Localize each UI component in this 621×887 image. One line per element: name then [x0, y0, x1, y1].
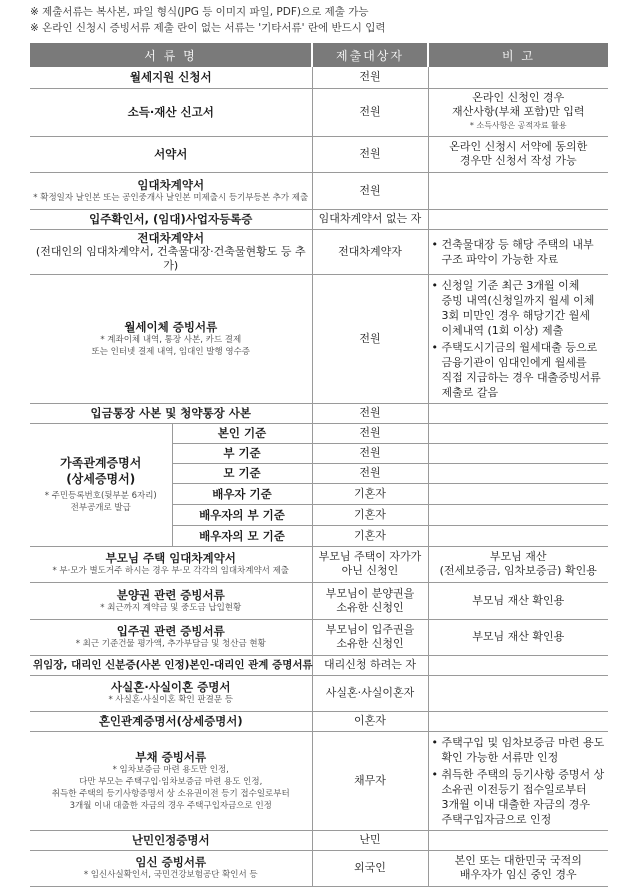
- doc-target: 전원: [312, 443, 428, 463]
- table-row: [30, 136, 608, 172]
- doc-sub: * 계좌이체 내역, 통장 사본, 카드 결제 또는 인터넷 결제 내역, 임대인 발행 영수증: [91, 334, 250, 357]
- doc-name-cell: [30, 619, 312, 655]
- family-item-label: 배우자의 부 기준: [172, 504, 312, 525]
- table-row: [30, 67, 608, 88]
- doc-name: 입금통장 사본 및 청약통장 사본: [30, 403, 312, 423]
- doc-target: 부모님이 입주권을 소유한 신청인: [312, 619, 428, 655]
- doc-note: 부모님 재산 확인용: [428, 582, 608, 619]
- doc-target: 기혼자: [312, 483, 428, 504]
- doc-name-cell: [30, 172, 312, 209]
- doc-target: 부모님 주택이 자가가 아닌 신청인: [312, 546, 428, 582]
- table-row: [30, 274, 608, 403]
- doc-note: [428, 483, 608, 504]
- doc-sub: (전대인의 임대차계약서, 건축물대장·건축물현황도 등 추가): [35, 244, 306, 272]
- doc-target: 전원: [312, 67, 428, 88]
- table-header-row: [30, 43, 608, 67]
- doc-note-item: • 취득한 주택의 등기사항 증명서 상 소유권 이전등기 접수일로부터 3개월 이내 대출한 자금의 경우 주택구입자금으로 인정: [432, 767, 606, 827]
- doc-name: 혼인관계증명서(상세증명서): [30, 711, 312, 731]
- table-row: [30, 403, 608, 423]
- doc-name: 난민인정증명서: [30, 830, 312, 850]
- doc-note: 본인 또는 대한민국 국적의 배우자가 임신 중인 경우: [428, 850, 608, 886]
- doc-note: [428, 403, 608, 423]
- doc-note: [428, 172, 608, 209]
- doc-name-cell: [30, 546, 312, 582]
- note-line: ※ 제출서류는 복사본, 파일 형식(JPG 등 이미지 파일, PDF)으로 제출 가능: [30, 6, 369, 18]
- table-row: [30, 546, 608, 582]
- doc-target: 전원: [312, 274, 428, 403]
- doc-name: 월세지원 신청서: [30, 67, 312, 88]
- table-row: [30, 209, 608, 229]
- doc-name-cell: [30, 675, 312, 711]
- table-row: [30, 88, 608, 136]
- doc-name: 입주권 관련 증빙서류: [116, 624, 225, 638]
- header-target: 제출대상자: [312, 43, 428, 67]
- doc-note: 부모님 재산 확인용: [428, 619, 608, 655]
- doc-target: 대리신청 하려는 자: [312, 655, 428, 675]
- doc-name: 부모님 주택 임대차계약서: [105, 551, 236, 565]
- doc-note-item: • 건축물대장 등 해당 주택의 내부 구조 파악이 가능한 자료: [432, 237, 606, 267]
- doc-sub: * 사실혼·사실이혼 확인 판결문 등: [108, 695, 233, 705]
- doc-target: 전원: [312, 403, 428, 423]
- doc-name: 임대차계약서: [137, 177, 205, 192]
- doc-note: [428, 463, 608, 483]
- doc-target: 전원: [312, 463, 428, 483]
- doc-name-cell: [30, 274, 312, 403]
- doc-target: 전원: [312, 136, 428, 172]
- doc-note-item: • 주택도시기금의 월세대출 등으로 금융기관이 임대인에게 월세를 직접 지급하는 경우 대출증빙서류 제출로 갈음: [432, 340, 606, 400]
- doc-name: 소득·재산 신고서: [30, 88, 312, 136]
- table-row: [30, 423, 608, 443]
- table-row: [30, 675, 608, 711]
- doc-note: [428, 525, 608, 546]
- family-item-label: 배우자 기준: [172, 483, 312, 504]
- notes: [0, 0, 621, 36]
- table-row: [30, 229, 608, 274]
- doc-name-cell: [30, 423, 172, 546]
- doc-sub: * 확정일자 날인본 또는 공인중개사 날인본 미제출시 등기부등본 추가 제출: [33, 192, 309, 203]
- doc-note: [428, 67, 608, 88]
- table-row: [30, 830, 608, 850]
- doc-target: 전대차계약자: [312, 229, 428, 274]
- doc-note: [428, 504, 608, 525]
- doc-name-cell: [30, 229, 312, 274]
- doc-target: 전원: [312, 423, 428, 443]
- doc-note: [428, 88, 608, 136]
- doc-target: 이혼자: [312, 711, 428, 731]
- doc-target: 외국인: [312, 850, 428, 886]
- family-item-label: 모 기준: [172, 463, 312, 483]
- table-row: [30, 731, 608, 830]
- doc-note-text: 온라인 신청인 경우 재산사항(부채 포함)만 입력: [452, 91, 585, 118]
- doc-sub: * 부·모가 별도거주 하시는 경우 부·모 각각의 임대차계약서 제출: [52, 566, 290, 576]
- doc-note: [428, 830, 608, 850]
- table-row: [30, 172, 608, 209]
- doc-target: 전원: [312, 88, 428, 136]
- doc-note: [428, 443, 608, 463]
- doc-sub: * 임신사실확인서, 국민건강보험공단 확인서 등: [83, 870, 258, 880]
- note-line: ※ 온라인 신청시 증빙서류 제출 란이 없는 서류는 '기타서류' 란에 반드시 입력: [30, 22, 386, 34]
- doc-note: 온라인 신청시 서약에 동의한 경우만 신청서 작성 가능: [428, 136, 608, 172]
- doc-target: 난민: [312, 830, 428, 850]
- doc-target: 기혼자: [312, 504, 428, 525]
- doc-name: 위임장, 대리인 신분증(사본 인정)본인-대리인 관계 증명서류: [30, 655, 312, 675]
- doc-note-item: • 신청일 기준 최근 3개월 이체 증빙 내역(신청일까지 월세 이체 3회 미만인 경우 해당기간 월세 이체내역 (1회 이상) 제출: [432, 278, 606, 338]
- doc-name: 입주확인서, (임대)사업자등록증: [30, 209, 312, 229]
- doc-sub: * 최근까지 계약금 및 중도금 납입현황: [100, 602, 242, 613]
- doc-target: 기혼자: [312, 525, 428, 546]
- table-row: [30, 582, 608, 619]
- doc-note: 부모님 재산 (전세보증금, 임차보증금) 확인용: [428, 546, 608, 582]
- doc-note: [428, 731, 608, 830]
- doc-sub: * 최근 기준건물 평가액, 추가부담금 및 청산금 현황: [75, 639, 266, 649]
- header-remarks: 비 고: [428, 43, 608, 67]
- doc-name: 분양권 관련 증빙서류: [116, 587, 225, 602]
- doc-name-cell: [30, 850, 312, 886]
- doc-name: 가족관계증명서 (상세증명서): [60, 456, 142, 486]
- doc-target: 부모님이 분양권을 소유한 신청인: [312, 582, 428, 619]
- family-item-label: 배우자의 모 기준: [172, 525, 312, 546]
- doc-target: 임대차계약서 없는 자: [312, 209, 428, 229]
- doc-note: [428, 423, 608, 443]
- doc-note: [428, 655, 608, 675]
- doc-note: [428, 209, 608, 229]
- doc-note: [428, 675, 608, 711]
- doc-sub: * 주민등록번호(뒷부분 6자리) 전부공개로 발급: [44, 491, 157, 513]
- doc-name: 전대차계약서: [137, 230, 205, 245]
- table-row: [30, 619, 608, 655]
- doc-note: [428, 274, 608, 403]
- doc-name: 임신 증빙서류: [135, 855, 207, 869]
- doc-name: 월세이체 증빙서류: [124, 319, 218, 334]
- documents-table: [30, 43, 608, 887]
- doc-target: 채무자: [312, 731, 428, 830]
- doc-target: 전원: [312, 172, 428, 209]
- doc-name: 사실혼·사실이혼 증명서: [111, 680, 231, 694]
- doc-note: [428, 711, 608, 731]
- doc-note: [428, 229, 608, 274]
- family-item-label: 본인 기준: [172, 423, 312, 443]
- family-item-label: 부 기준: [172, 443, 312, 463]
- doc-name: 부채 증빙서류: [135, 749, 207, 764]
- doc-name: 서약서: [30, 136, 312, 172]
- doc-note-item: • 주택구입 및 임차보증금 마련 용도 확인 가능한 서류만 인정: [432, 735, 606, 765]
- doc-note-small: * 소득사항은 공적자료 활용: [469, 121, 567, 130]
- table-row: [30, 655, 608, 675]
- header-document-name: 서 류 명: [30, 43, 312, 67]
- doc-sub: * 임차보증금 마련 용도만 인정, 다만 부모는 주택구입·임차보증금 마련 용도 인정, 취득한 주택의 등기사항증명서 상 소유권이전 등기 접수일로부터 3개월 이내 대출한 자금의 경우 주택구입자금으로 인정: [51, 764, 290, 811]
- doc-name-cell: [30, 582, 312, 619]
- doc-name-cell: [30, 731, 312, 830]
- table-row: [30, 711, 608, 731]
- doc-target: 사실혼·사실이혼자: [312, 675, 428, 711]
- table-row: [30, 850, 608, 886]
